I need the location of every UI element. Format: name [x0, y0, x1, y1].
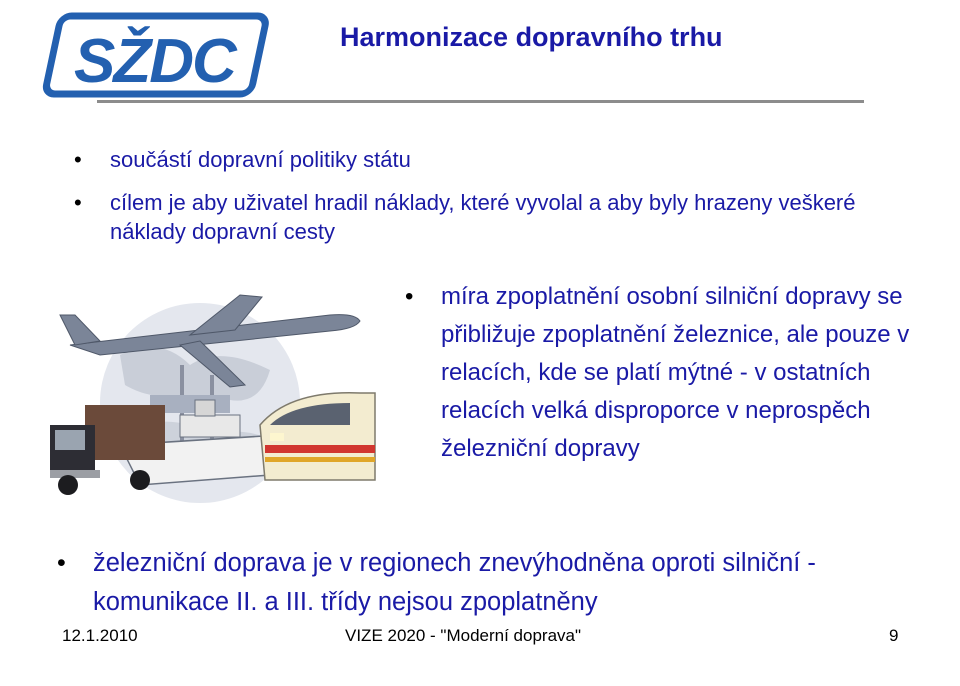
header-divider — [97, 100, 864, 103]
list-item: • cílem je aby uživatel hradil náklady, které vyvolal a aby byly hrazeny veškeré náklady dopravní cesty — [110, 188, 930, 246]
list-item: • míra zpoplatnění osobní silniční dopravy se přibližuje zpoplatnění železnice, ale pouze v relacích, kde se platí mýtné - v ostatních relacích velká disproporce v neprospěch železniční dopravy — [441, 278, 951, 468]
page-number: 9 — [889, 626, 899, 645]
page-title: Harmonizace dopravního trhu — [340, 22, 723, 52]
footer-center-text: VIZE 2020 - "Moderní doprava" — [345, 626, 582, 645]
slide-footer — [0, 624, 960, 650]
list-item: • součástí dopravní politiky státu — [110, 145, 930, 174]
bullet-list-bottom — [93, 544, 943, 622]
bullet-list-side — [441, 278, 951, 468]
logo-text: SŽDC — [74, 27, 235, 96]
szdc-logo — [40, 12, 270, 100]
bullet-list-top — [110, 145, 930, 260]
transport-collage-image — [30, 275, 380, 513]
list-item: • železniční doprava je v regionech znevýhodněna oproti silniční - komunikace II. a III. třídy nejsou zpoplatněny — [93, 544, 943, 622]
footer-date: 12.1.2010 — [62, 626, 138, 645]
